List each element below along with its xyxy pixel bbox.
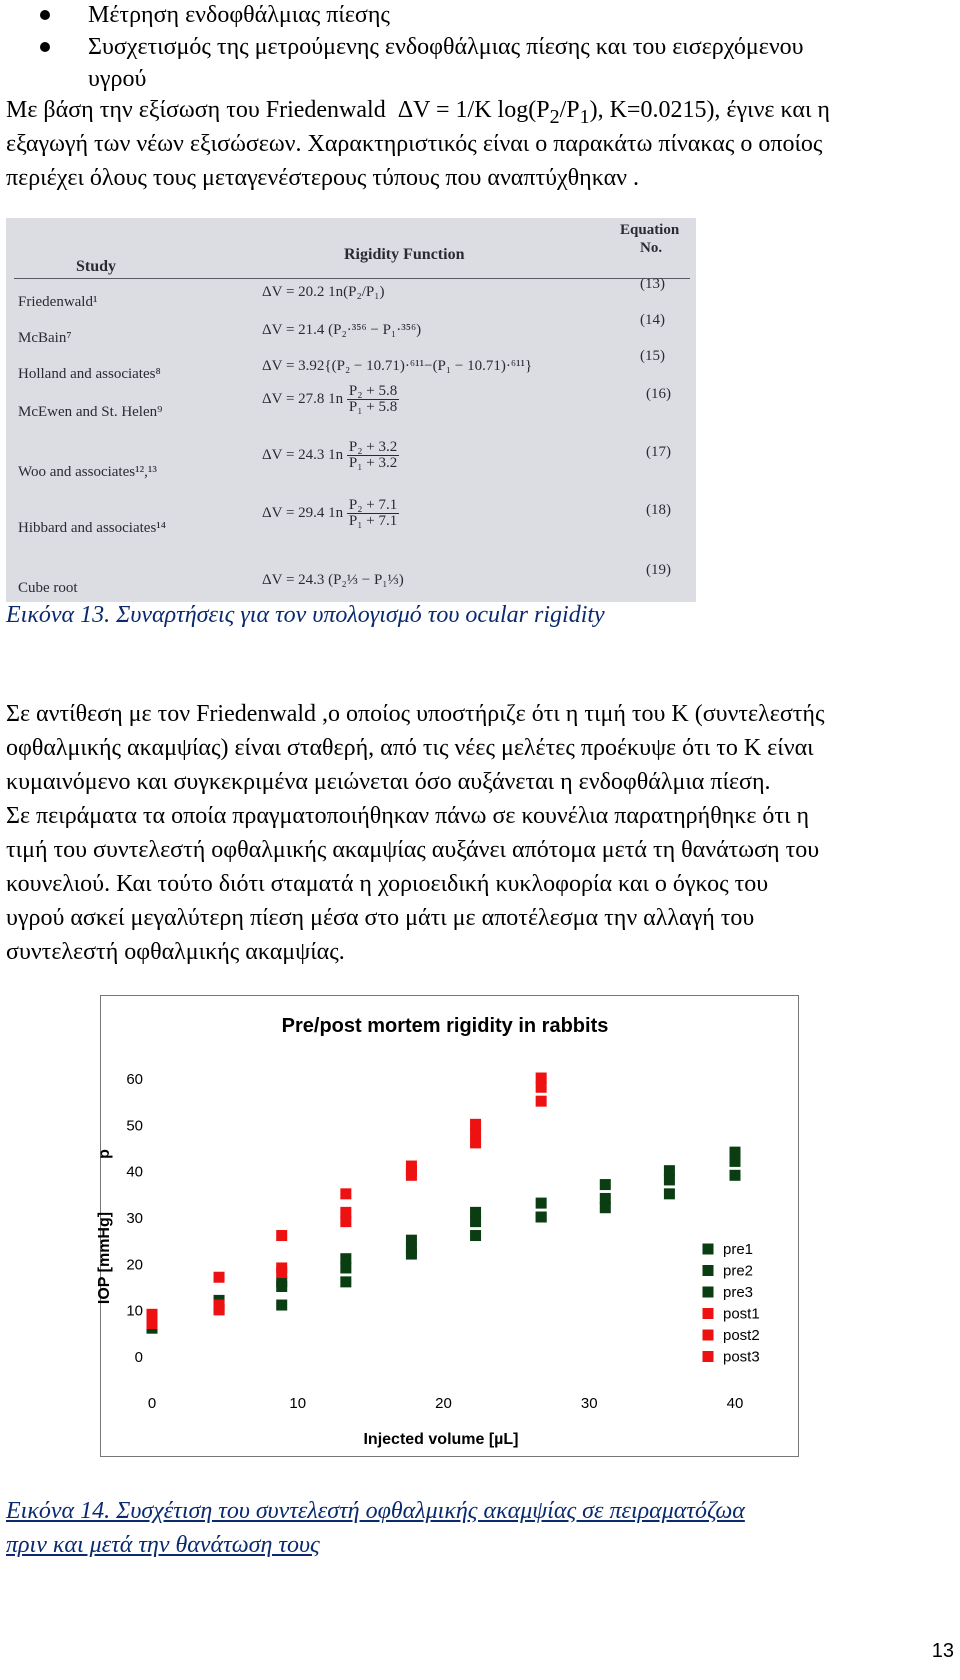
pre3-point: [730, 1170, 741, 1181]
y-axis-ticks: [126, 1071, 143, 1366]
x-tick-label: 30: [580, 1395, 598, 1412]
paragraph-line: κουνελιού. Και τούτο διότι σταματά η χοριοειδική κυκλοφορία και ο όγκος του: [6, 871, 769, 897]
legend-label-post2: post2: [723, 1327, 760, 1344]
function-13: ΔV = 20.2 1n(P₂/P₁): [262, 284, 385, 300]
pre2-point: [276, 1300, 287, 1311]
header-no: No.: [640, 240, 663, 256]
function-18: [262, 498, 399, 529]
numerator: P₂ + 7.1: [348, 497, 398, 513]
study-woo: Woo and associates¹²,¹³: [18, 464, 157, 480]
legend-marker-post2: [703, 1330, 714, 1341]
study-friedenwald: Friedenwald¹: [18, 294, 98, 310]
post1-point: [214, 1272, 225, 1283]
legend-marker-post1: [703, 1308, 714, 1319]
equation-13: (13): [640, 276, 665, 292]
pre3-point: [470, 1216, 481, 1227]
denominator: P₁ + 5.8: [348, 399, 398, 415]
legend-marker-pre2: [703, 1265, 714, 1276]
formula-part: /P: [559, 97, 580, 123]
x-tick-label: 10: [289, 1395, 307, 1412]
numerator: P₂ + 5.8: [348, 383, 398, 399]
post3-point: [406, 1170, 417, 1181]
study-mcewen: McEwen and St. Helen⁹: [18, 404, 163, 420]
fraction: [347, 498, 399, 529]
y-tick-label: 50: [126, 1117, 143, 1135]
bullet-item: Μέτρηση ενδοφθάλμιας πίεσης: [88, 2, 390, 28]
paragraph-line: Σε αντίθεση με τον Friedenwald ,ο οποίος υποστήριζε ότι η τιμή του K (συντελεστής: [6, 701, 825, 727]
y-tick-label: 10: [126, 1302, 143, 1320]
study-cube-root: Cube root: [18, 580, 78, 596]
intro-line-3: περιέχει όλους τους μεταγενέστερους τύπους που αναπτύχθηκαν .: [6, 165, 640, 191]
figure-13-label: Εικόνα 13: [6, 602, 105, 628]
function-prefix: ΔV = 29.4 1n: [262, 505, 344, 521]
function-prefix: ΔV = 27.8 1n: [262, 391, 344, 407]
paragraph-line: Σε πειράματα τα οποία πραγματοποιήθηκαν πάνω σε κουνέλια παρατηρήθηκε ότι η: [6, 803, 810, 829]
post3-point: [340, 1216, 351, 1227]
post3-point: [276, 1267, 287, 1278]
pre1-point: [536, 1198, 547, 1209]
legend-label-post1: post1: [723, 1305, 760, 1323]
pre2-point: [470, 1230, 481, 1241]
paragraph-line: συντελεστή οφθαλμικής ακαμψίας.: [6, 939, 345, 965]
pre3-point: [276, 1281, 287, 1292]
fraction: [347, 440, 399, 471]
equation-14: (14): [640, 312, 665, 328]
legend-label-pre1: pre1: [723, 1241, 754, 1258]
equation-19: (19): [646, 562, 671, 578]
chart-legend: [703, 1241, 760, 1366]
y-axis-label: IOP [mmHg]: [96, 1211, 113, 1305]
paragraph-line: τιμή του συντελεστή οφθαλμικής ακαμψίας αυξάνει απότομα μετά τη θανάτωση του: [6, 837, 820, 863]
legend-marker-post3: [703, 1351, 714, 1362]
figure-13-caption: [6, 602, 605, 629]
post3-point: [536, 1082, 547, 1093]
function-prefix: ΔV = 24.3 1n: [262, 447, 344, 463]
legend-marker-pre1: [703, 1244, 714, 1255]
chart-title: Pre/post mortem rigidity in rabbits: [281, 1015, 609, 1037]
pre3-point: [406, 1249, 417, 1260]
function-17: [262, 440, 399, 471]
bullet-item: Συσχετισμός της μετρούμενης ενδοφθάλμιας πίεσης και του εισερχόμενου: [88, 34, 804, 60]
page-number: 13: [931, 1640, 954, 1662]
paragraph-line: οφθαλμικής ακαμψίας) είναι σταθερή, από τις νέες μελέτες προέκυψε ότι το K είναι: [6, 735, 814, 761]
post3-point: [214, 1304, 225, 1315]
intro-text: ), K=0.0215), έγινε και η: [589, 97, 830, 123]
equation-18: (18): [646, 502, 671, 518]
study-holland: Holland and associates⁸: [18, 366, 161, 382]
pre3-point: [600, 1202, 611, 1213]
equation-16: (16): [646, 386, 671, 402]
header-study: Study: [76, 258, 117, 275]
study-hibbard: Hibbard and associates¹⁴: [18, 520, 167, 536]
x-tick-label: 40: [726, 1395, 744, 1412]
friedenwald-formula: ΔV = 1/K log(P: [397, 97, 550, 123]
function-16: [262, 384, 399, 415]
header-equation: Equation: [620, 222, 680, 238]
post3-point: [147, 1313, 158, 1324]
function-14: ΔV = 21.4 (P₂·³⁵⁶ − P₁·³⁵⁶): [262, 322, 422, 338]
header-rule: [14, 278, 690, 279]
post3-point: [470, 1137, 481, 1148]
bullet-dot: [40, 42, 50, 52]
y-axis-label-p: p: [96, 1149, 113, 1159]
x-axis-label: Injected volume [µL]: [363, 1431, 519, 1448]
header-rigidity-function: Rigidity Function: [344, 246, 465, 263]
pre3-point: [664, 1188, 675, 1199]
intro-text: Με βάση την εξίσωση του Friedenwald: [6, 97, 386, 123]
pre3-point: [536, 1212, 547, 1223]
denominator: P₁ + 7.1: [348, 513, 398, 529]
pre3-point: [340, 1262, 351, 1273]
rigidity-chart: [96, 995, 799, 1457]
function-19: ΔV = 24.3 (P₂⅓ − P₁⅓): [262, 572, 404, 588]
figure-14-caption: [6, 1494, 745, 1562]
y-tick-label: 20: [126, 1256, 143, 1274]
legend-label-pre2: pre2: [723, 1262, 754, 1280]
y-tick-label: 0: [134, 1349, 143, 1366]
pre2-point: [664, 1174, 675, 1185]
bullet-item-continued: υγρού: [88, 66, 147, 92]
subscript: 2: [549, 105, 560, 128]
y-tick-label: 60: [126, 1071, 143, 1088]
pre2-point: [730, 1156, 741, 1167]
figure-14-caption-line-2: πριν και μετά την θανάτωση τους: [6, 1532, 320, 1558]
post1-point: [276, 1230, 287, 1241]
fraction: [347, 384, 399, 415]
rigidity-functions-table-image: [6, 218, 696, 602]
subscript: 1: [579, 105, 590, 128]
data-points: [147, 1073, 741, 1334]
x-tick-label: 20: [435, 1395, 452, 1412]
legend-marker-pre3: [703, 1287, 714, 1298]
figure-13-text: . Συναρτήσεις για τον υπολογισμό του ocular rigidity: [104, 602, 605, 628]
bullet-dot: [40, 10, 50, 20]
legend-label-pre3: pre3: [723, 1284, 754, 1301]
study-mcbain: McBain⁷: [18, 330, 72, 346]
pre2-point: [340, 1276, 351, 1287]
pre1-point: [600, 1179, 611, 1190]
function-15: ΔV = 3.92{(P₂ − 10.71)·⁶¹¹−(P₁ − 10.71)·⁶¹¹}: [262, 358, 533, 374]
x-axis-ticks: [148, 1395, 744, 1412]
x-tick-label: 0: [147, 1395, 157, 1412]
legend-label-post3: post3: [723, 1348, 760, 1366]
chart-svg: [96, 996, 798, 1456]
paragraph-line: υγρού ασκεί μεγαλύτερη πίεση μέσα στο μάτι με αποτέλεσμα την αλλαγή του: [6, 905, 755, 931]
intro-line-2: εξαγωγή των νέων εξισώσεων. Χαρακτηριστικός είναι ο παρακάτω πίνακας ο οποίος: [6, 131, 823, 157]
denominator: P₁ + 3.2: [348, 455, 398, 471]
numerator: P₂ + 3.2: [348, 439, 398, 455]
post2-point: [536, 1096, 547, 1107]
equation-17: (17): [646, 444, 671, 460]
post1-point: [340, 1188, 351, 1199]
figure-14-caption-line-1: Εικόνα 14. Συσχέτιση του συντελεστή οφθαλμικής ακαμψίας σε πειραματόζωα: [6, 1498, 745, 1524]
y-tick-label: 40: [126, 1163, 143, 1181]
y-tick-label: 30: [126, 1210, 143, 1227]
paragraph-line: κυμαινόμενο και συγκεκριμένα μειώνεται όσο αυξάνεται η ενδοφθάλμια πίεση.: [6, 769, 771, 795]
equation-15: (15): [640, 348, 665, 364]
